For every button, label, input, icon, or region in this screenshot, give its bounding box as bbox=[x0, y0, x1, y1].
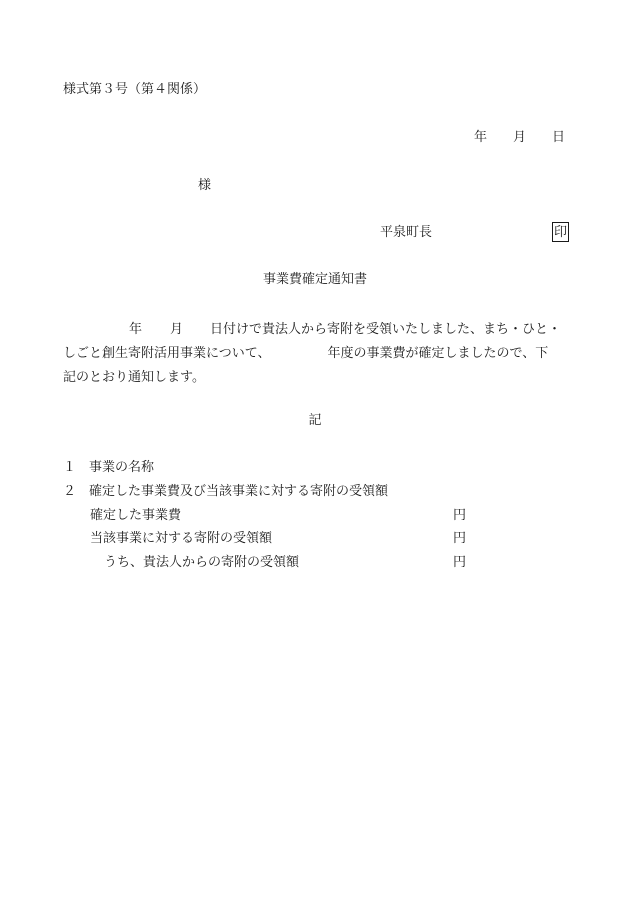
date-day-label: 日 bbox=[552, 130, 566, 145]
body-line-3: 記のとおり通知します。 bbox=[63, 370, 205, 385]
body-month-label: 月 bbox=[170, 322, 184, 337]
body-paragraph bbox=[63, 318, 573, 390]
body-line-1-text: 日付けで貴法人から寄附を受領いたしました、まち・ひと・ bbox=[210, 322, 562, 337]
body-line-2 bbox=[63, 342, 573, 366]
body-year-label: 年 bbox=[129, 322, 143, 337]
document-title: 事業費確定通知書 bbox=[262, 272, 367, 287]
sender-name: 平泉町長 bbox=[380, 225, 433, 240]
date-month-label: 月 bbox=[513, 130, 527, 145]
yen-unit: 円 bbox=[453, 531, 467, 546]
body-line-2-start: しごと創生寄附活用事業について、 bbox=[63, 346, 271, 361]
ki-heading: 記 bbox=[308, 413, 322, 428]
date-line bbox=[474, 130, 565, 146]
list-item bbox=[63, 460, 154, 476]
item-label: 事業の名称 bbox=[89, 460, 155, 475]
item-number: ２ bbox=[63, 484, 77, 499]
seal-mark: 印 bbox=[552, 222, 569, 242]
recipient-suffix: 様 bbox=[198, 178, 212, 193]
yen-unit: 円 bbox=[453, 508, 467, 523]
sub-item-label: 確定した事業費 bbox=[90, 508, 182, 523]
item-number: １ bbox=[63, 460, 77, 475]
form-number: 様式第３号（第４関係） bbox=[63, 82, 207, 97]
sub-item-label: うち、貴法人からの寄附の受領額 bbox=[104, 555, 300, 570]
date-year-label: 年 bbox=[474, 130, 488, 145]
body-line-1 bbox=[63, 318, 573, 342]
yen-unit: 円 bbox=[453, 555, 467, 570]
item-label: 確定した事業費及び当該事業に対する寄附の受領額 bbox=[89, 484, 389, 499]
body-line-2-text: 年度の事業費が確定しましたので、下 bbox=[327, 346, 549, 361]
list-item bbox=[63, 484, 388, 500]
sub-item-label: 当該事業に対する寄附の受領額 bbox=[90, 531, 273, 546]
